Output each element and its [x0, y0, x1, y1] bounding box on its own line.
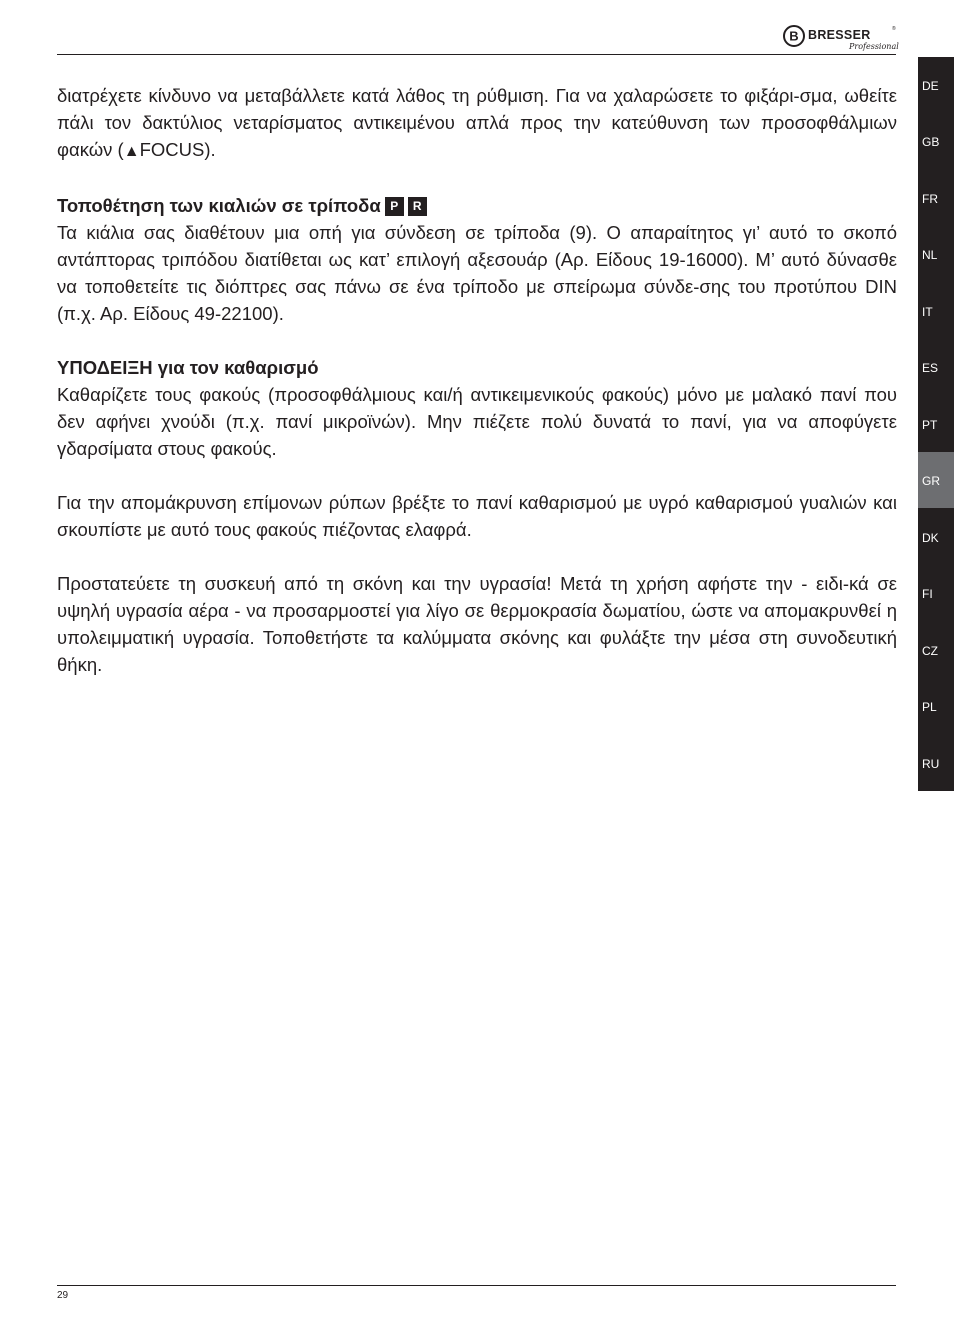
lang-tab-gb[interactable] — [918, 113, 954, 169]
lang-tab-nl[interactable] — [918, 226, 954, 282]
lang-tab-dk[interactable] — [918, 509, 954, 565]
lang-tab-es[interactable] — [918, 339, 954, 395]
lang-tab-fr[interactable] — [918, 170, 954, 226]
model-badge-p: P — [385, 197, 404, 216]
heading-text: Τοποθέτηση των κιαλιών σε τρίποδα — [57, 195, 381, 216]
brand-subtitle: Professional — [849, 42, 899, 51]
brand-name: BRESSER — [808, 28, 871, 42]
paragraph-text: διατρέχετε κίνδυνο να μεταβάλλετε κατά λάθος τη ρύθμιση. Για να χαλαρώσετε το φιξάρι-σμα, ωθείτε πάλι τον δακτύλιος νεταρίσματος αντικειμένου απλά προς την κατεύθυνση των προσοφθάλμιων φακών ( — [57, 85, 897, 160]
page-content — [57, 82, 897, 678]
lang-tab-label: GR — [922, 474, 940, 488]
lang-tab-label: DK — [922, 531, 939, 545]
lang-tab-gr[interactable] — [918, 452, 954, 508]
lang-tab-pt[interactable] — [918, 396, 954, 452]
triangle-up-icon: ▲ — [123, 143, 140, 160]
lang-tab-label: FR — [922, 192, 938, 206]
lang-tab-cz[interactable] — [918, 622, 954, 678]
lang-tab-label: ES — [922, 361, 939, 375]
lang-tab-label: PT — [922, 418, 938, 432]
lang-tab-fi[interactable] — [918, 565, 954, 621]
lang-tab-it[interactable] — [918, 283, 954, 339]
lang-tab-label: DE — [922, 79, 939, 93]
lang-tab-label: PL — [922, 700, 937, 714]
lang-tab-label: IT — [922, 305, 933, 319]
model-badge-r: R — [408, 197, 427, 216]
brand-registered-mark: ® — [892, 26, 896, 32]
bresser-logo-icon — [783, 25, 805, 47]
page-number: 29 — [57, 1290, 69, 1301]
svg-text:B: B — [789, 28, 799, 44]
section-heading-cleaning: ΥΠΟΔΕΙΞΗ για τον καθαρισμό — [57, 357, 319, 378]
lang-tab-label: CZ — [922, 644, 938, 658]
paragraph-stubborn-dirt: Για την απομάκρυνση επίμονων ρύπων βρέξτε το πανί καθαρισμού με υγρό καθαρισμού γυαλιών και σκουπίστε με αυτό τους φακούς πιέζοντας ελαφρά. — [57, 492, 897, 540]
lang-tab-label: RU — [922, 757, 940, 771]
lang-tab-pl[interactable] — [918, 678, 954, 734]
paragraph-cleaning-lenses: Καθαρίζετε τους φακούς (προσοφθάλμιους και/ή αντικειμενικούς φακούς) μόνο με μαλακό πανί που δεν αφήνει χνούδι (π.χ. πανί μικροϊνών). Μην πιέζετε πολύ δυνατά το πανί, για να αποφύγετε γδαρσίματα στους φακούς. — [57, 384, 897, 459]
paragraph-text-end: FOCUS). — [139, 139, 216, 160]
lang-tab-label: NL — [922, 248, 938, 262]
lang-tab-ru[interactable] — [918, 735, 954, 791]
footer-divider — [57, 1285, 896, 1286]
paragraph-tripod: Τα κιάλια σας διαθέτουν μια οπή για σύνδεση σε τρίποδα (9). Ο απαραίτητος γι’ αυτό το σκοπό αντάπτορας τριπόδου διατίθεται ως κατ’ επιλογή αξεσουάρ (Αρ. Είδους 19-16000). Μ’ αυτό δύνασθε να τοποθετείτε τις διόπτρες σας πάνω σε ένα τρίποδο με σπείρωμα σύνδε-σης του προτύπου DIN (π.χ. Αρ. Είδους 49-22100). — [57, 222, 897, 324]
header-divider — [57, 54, 896, 55]
paragraph-protection: Προστατεύετε τη συσκευή από τη σκόνη και την υγρασία! Μετά τη χρήση αφήστε την - ειδι-κά σε υψηλή υγρασία αέρα - να προσαρμοστεί για λίγο σε θερμοκρασία δωματίου, ώστε να απομακρυνθεί η υπολειμματική υγρασία. Τοποθετήστε τα καλύμματα σκόνης και φυλάξτε την μέσα στη συνοδευτική θήκη. — [57, 573, 897, 675]
language-tabs — [918, 57, 954, 791]
paragraph-focus-release — [57, 82, 897, 165]
lang-tab-label: GB — [922, 135, 940, 149]
brand-logo — [783, 22, 899, 54]
lang-tab-label: FI — [922, 587, 933, 601]
lang-tab-de[interactable] — [918, 57, 954, 113]
section-heading-tripod — [57, 192, 897, 219]
